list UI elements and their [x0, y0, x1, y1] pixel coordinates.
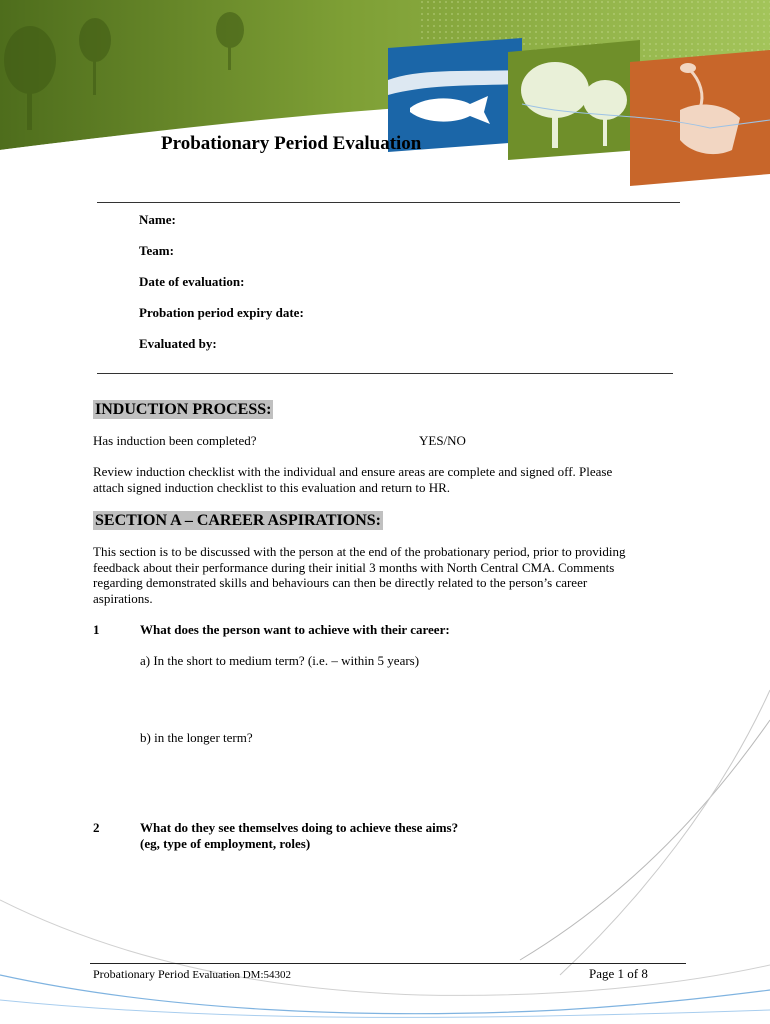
question-1-number: 1 [93, 622, 100, 637]
question-1-text: What does the person want to achieve with their career: [140, 622, 450, 637]
section-a-intro-line: feedback about their performance during their initial 3 months with North Central CMA. Comments [93, 560, 615, 575]
header-banner [0, 0, 770, 200]
name-field-label: Name: [139, 212, 176, 227]
footer-doc-title: Probationary Period [93, 967, 190, 981]
induction-question: Has induction been completed? [93, 433, 257, 448]
footer-document-label [93, 967, 291, 982]
footer-doc-ref: Evaluation DM:54302 [192, 969, 292, 981]
section-a-intro-line: aspirations. [93, 591, 153, 606]
induction-instructions-line2: attach signed induction checklist to this evaluation and return to HR. [93, 480, 451, 495]
question-2-text-line1: What do they see themselves doing to achieve these aims? [140, 820, 459, 835]
induction-heading: INDUCTION PROCESS: [95, 401, 272, 418]
evaluated-by-label: Evaluated by: [139, 336, 217, 351]
page-title: Probationary Period Evaluation [161, 133, 422, 154]
section-a-intro-line: This section is to be discussed with the person at the end of the probationary period, prior to providing [93, 544, 626, 559]
question-1a-text: a) In the short to medium term? (i.e. – within 5 years) [140, 653, 420, 668]
question-1b-text: b) in the longer term? [140, 730, 253, 745]
date-of-evaluation-label: Date of evaluation: [139, 274, 245, 289]
tree-panel-icon [508, 40, 640, 160]
question-2-number: 2 [93, 820, 100, 835]
section-a-intro-line: regarding demonstrated skills and behaviours can then be directly related to the person’s career [93, 575, 588, 590]
induction-answer-options: YES/NO [419, 433, 466, 448]
question-2-text-line2: (eg, type of employment, roles) [140, 836, 311, 851]
team-field-label: Team: [139, 243, 174, 258]
hands-panel-icon [630, 50, 770, 186]
section-a-heading: SECTION A – CAREER ASPIRATIONS: [95, 512, 381, 529]
page-number: Page 1 of 8 [589, 966, 648, 981]
footer-divider [90, 963, 686, 964]
probation-expiry-label: Probation period expiry date: [139, 305, 304, 320]
divider [97, 202, 680, 203]
induction-instructions-line1: Review induction checklist with the individual and ensure areas are complete and signed off. Please [93, 464, 613, 479]
divider [97, 373, 673, 374]
